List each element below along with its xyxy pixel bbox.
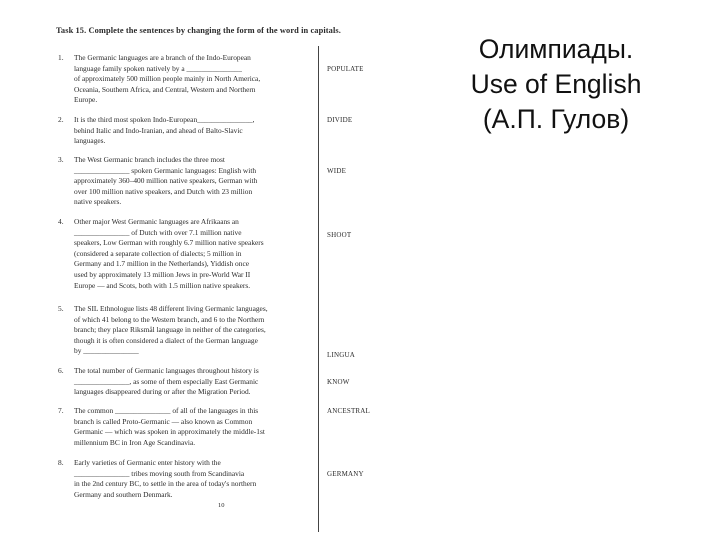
item-line: used by approximately 13 million Jews in pre-World War II [74, 270, 251, 279]
item-number: 3. [58, 155, 64, 164]
keyword-divide: DIVIDE [327, 116, 353, 124]
item-line: The SIL Ethnologue lists 48 different living Germanic languages, [74, 304, 268, 313]
item-line: millennium BC in Iron Age Scandinavia. [74, 437, 196, 447]
keyword-lingua: LINGUA [327, 351, 356, 359]
item-line: of which 41 belong to the Western branch, and 6 to the Northern [74, 314, 265, 324]
item-line: _______________ spoken Germanic languages: English with [74, 165, 257, 175]
item-line: The Germanic languages are a branch of the Indo-European [74, 53, 251, 62]
item-line: speakers, Low German with roughly 6.7 million native speakers [74, 238, 264, 248]
item-line: Germany and southern Denmark. [74, 489, 173, 499]
item-line: native speakers. [74, 197, 122, 207]
item-line: language family spoken natively by a _______________ [74, 63, 242, 73]
task-title: Task 15. Complete the sentences by changing the form of the word in capitals. [56, 26, 341, 35]
item-number: 1. [58, 53, 64, 62]
item-number: 5. [58, 304, 64, 313]
item-line: _______________ of Dutch with over 7.1 million native [74, 227, 242, 237]
item-line: by _______________ [74, 346, 139, 356]
keyword-wide: WIDE [327, 167, 347, 175]
item-number: 7. [58, 406, 64, 415]
item-line: Germany and 1.7 million in the Netherlands), Yiddish once [74, 259, 250, 269]
item-number: 8. [58, 458, 64, 467]
item-line: behind Italic and Indo-Iranian, and ahead of Balto-Slavic [74, 125, 243, 135]
item-number: 2. [58, 115, 64, 124]
worksheet-page [56, 26, 386, 516]
item-line: (considered a separate collection of dialects; 5 million in [74, 248, 242, 258]
item-line: Europe — and Scots, both with 1.5 million native speakers. [74, 280, 251, 290]
item-line: languages disappeared during or after the Migration Period. [74, 387, 251, 397]
item-line: languages. [74, 136, 106, 146]
slide-title-line-1: Олимпиады. [478, 34, 634, 64]
keyword-germany: GERMANY [327, 470, 364, 478]
item-line: Oceania, Southern Africa, and Central, Western and Northern [74, 84, 256, 94]
item-line: over 100 million native speakers, and Dutch with 23 million [74, 186, 253, 196]
item-number: 4. [58, 217, 64, 226]
item-line: of approximately 500 million people mainly in North America, [74, 74, 261, 84]
item-line: Germanic — which was spoken in approximately the middle-1st [74, 427, 265, 437]
slide-title [408, 32, 704, 137]
keyword-ancestral: ANCESTRAL [327, 407, 371, 415]
item-line: _______________ tribes moving south from Scandinavia [74, 468, 245, 478]
item-line: though it is often considered a dialect of the German language [74, 335, 258, 345]
item-line: The West Germanic branch includes the three most [74, 155, 225, 164]
item-line: The total number of Germanic languages throughout history is [74, 366, 259, 375]
slide-title-line-3: (А.П. Гулов) [482, 104, 630, 134]
item-number: 6. [58, 366, 64, 375]
keyword-shoot: SHOOT [327, 231, 352, 239]
column-divider [318, 46, 319, 532]
item-line: Other major West Germanic languages are Afrikaans an [74, 217, 239, 226]
slide-title-line-2: Use of English [470, 69, 642, 99]
item-line: approximately 360–400 million native speakers, German with [74, 176, 258, 186]
keyword-populate: POPULATE [327, 65, 364, 73]
page-number: 10 [218, 502, 225, 509]
item-line: Europe. [74, 95, 98, 105]
item-line: The common _______________ of all of the languages in this [74, 406, 259, 415]
item-line: It is the third most spoken Indo-European_______________, [74, 115, 255, 124]
keyword-know: KNOW [327, 378, 350, 386]
item-line: Early varieties of Germanic enter history with the [74, 458, 221, 467]
item-line: branch; they place Riksmål language in neither of the categories, [74, 325, 266, 335]
item-line: _______________, as some of them especially East Germanic [74, 376, 259, 386]
item-line: in the 2nd century BC, to settle in the area of today's northern [74, 479, 257, 489]
item-line: branch is called Proto-Germanic — also known as Common [74, 416, 253, 426]
